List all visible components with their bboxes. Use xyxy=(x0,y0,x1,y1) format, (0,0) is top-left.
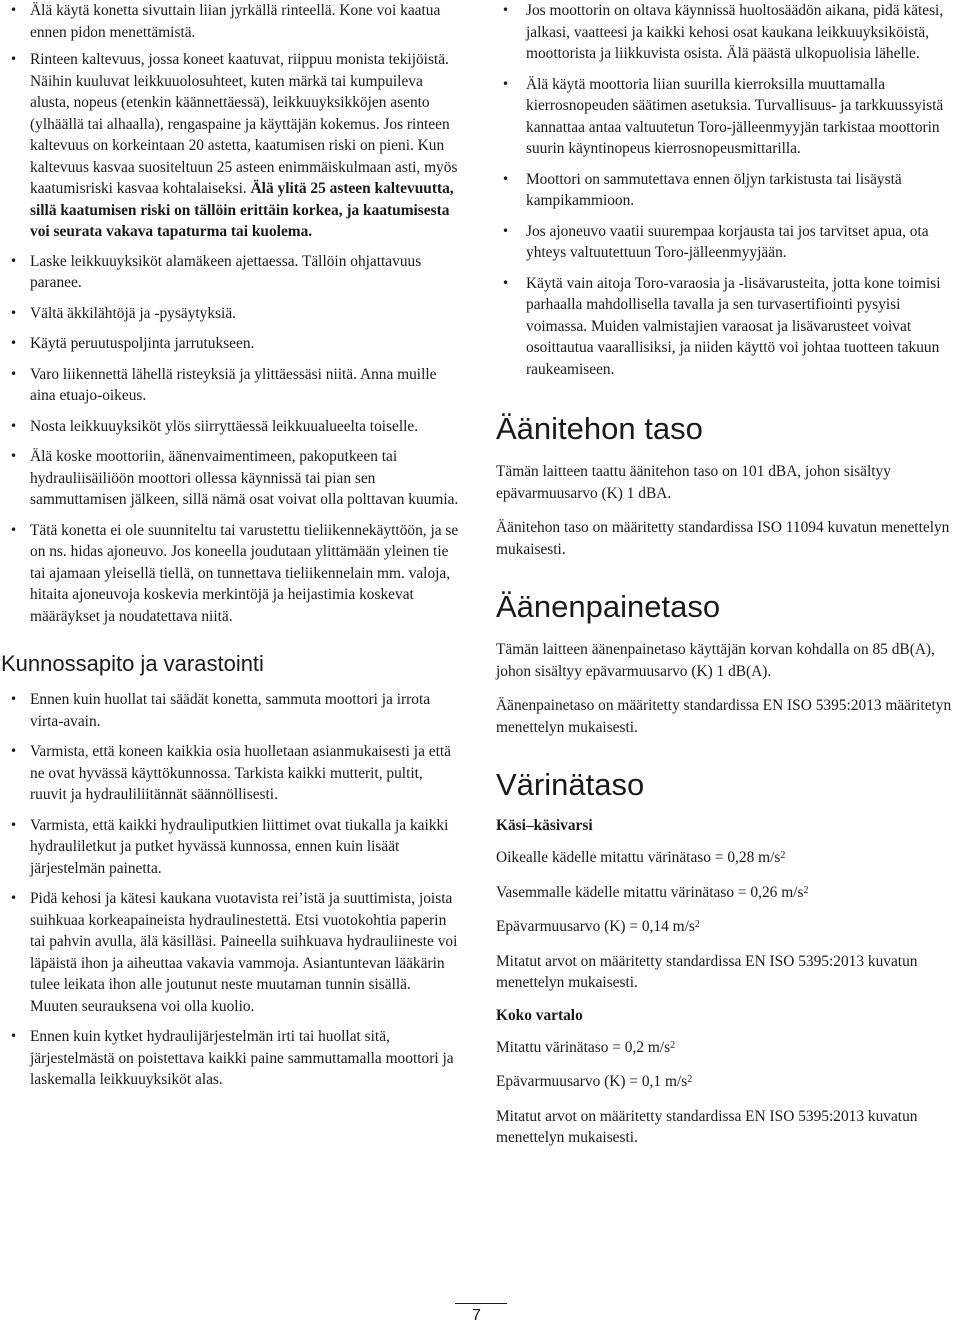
bullet-icon: • xyxy=(10,449,18,463)
maintenance-bullet-list-continued xyxy=(496,0,960,380)
section-title-sound-pressure: Äänenpainetaso xyxy=(496,589,721,624)
section-title-vibration: Värinätaso xyxy=(496,767,645,802)
list-item-text: Ennen kuin kytket hydraulijärjestelmän irti tai huollat sitä, järjestelmästä on poistettava kaikki paine sammuttamalla moottori ja laskemalla leikkuuyksiköt alas. xyxy=(30,1028,454,1088)
bullet-icon: • xyxy=(502,76,510,91)
list-item-text: Älä käytä moottoria liian suurilla kierroksilla muuttamalla kierrosnopeuden säätimen asetuksia. Turvallisuus- ja tarkkuussyistä kannattaa antaa valtuutetun Toro-jälleenmyyjän tarkistaa moottorin suurin käyntinopeus kierrosnopeusmittarilla. xyxy=(526,75,944,157)
vibration-hand-uncertainty-text: Epävarmuusarvo (K) = 0,14 m/s xyxy=(496,918,695,935)
vibration-body-standard: Mitatut arvot on määritetty standardissa EN ISO 5395:2013 kuvatun menettelyn mukaisesti. xyxy=(496,1107,918,1146)
vibration-whole-body-text: Mitattu värinätaso = 0,2 m/s xyxy=(496,1038,671,1056)
bullet-icon: • xyxy=(10,522,18,537)
bullet-icon: • xyxy=(10,305,18,320)
list-item-text: Nosta leikkuuyksiköt ylös siirryttäessä leikkuualueelta toiselle. xyxy=(30,417,419,435)
bullet-icon: • xyxy=(10,253,18,268)
section-title-sound-power: Äänitehon taso xyxy=(496,411,703,446)
vibration-whole-body xyxy=(496,1037,960,1059)
bullet-icon: • xyxy=(10,336,18,350)
bullet-icon: • xyxy=(10,366,18,381)
list-item xyxy=(496,221,960,264)
section-title-maintenance: Kunnossapito ja varastointi xyxy=(1,651,264,676)
list-item xyxy=(10,364,462,407)
bullet-icon: • xyxy=(10,1029,18,1043)
vibration-body-uncertainty xyxy=(496,1071,960,1093)
list-item xyxy=(10,741,462,806)
vibration-right-hand-text: Oikealle kädelle mitattu värinätaso = 0,28 m/s xyxy=(496,849,781,866)
sound-pressure-standard: Äänenpainetaso on määritetty standardissa EN ISO 5395:2013 määritetyn menettelyn mukaisesti. xyxy=(496,697,952,736)
bullet-icon: • xyxy=(10,52,18,66)
list-item-text: Käytä peruutuspoljinta jarrutukseen. xyxy=(30,335,255,352)
list-item xyxy=(496,169,960,212)
exponent: 2 xyxy=(694,919,700,930)
vibration-left-hand-text: Vasemmalle kädelle mitattu värinätaso = 0,26 m/s xyxy=(496,883,804,901)
list-item-text: Laske leikkuuyksiköt alamäkeen ajettaessa. Tällöin ohjattavuus paranee. xyxy=(30,252,422,291)
right-column xyxy=(496,0,960,1162)
list-item xyxy=(10,888,462,1017)
footer-divider xyxy=(455,1303,507,1304)
warning-text: Älä ylitä 25 asteen kaltevuutta, sillä kaatumisen riski on tällöin erittäin korkea, ja kaatumisesta voi seurata vakava tapaturma tai kuolema. xyxy=(30,180,454,240)
bullet-icon: • xyxy=(502,3,510,17)
vibration-right-hand xyxy=(496,847,960,869)
list-item xyxy=(10,49,462,243)
bullet-icon: • xyxy=(10,692,18,706)
bullet-icon: • xyxy=(10,891,18,905)
list-item-text: Jos ajoneuvo vaatii suurempaa korjausta tai jos tarvitset apua, ota yhteys valtuutettuun Toro-jälleenmyyjään. xyxy=(526,222,929,261)
bullet-icon: • xyxy=(10,418,18,433)
list-item xyxy=(10,416,462,438)
page-number: 7 xyxy=(472,1307,481,1324)
list-item xyxy=(496,273,960,381)
list-item xyxy=(496,74,960,160)
bullet-icon: • xyxy=(502,223,510,238)
list-item-text: Moottori on sammutettava ennen öljyn tarkistusta tai lisäystä kampikammioon. xyxy=(526,170,902,209)
list-item xyxy=(10,303,462,325)
bullet-icon: • xyxy=(10,817,18,832)
list-item xyxy=(496,0,960,65)
list-item xyxy=(10,1026,462,1091)
list-item-text: Vältä äkkilähtöjä ja -pysäytyksiä. xyxy=(30,304,237,322)
list-item-text: Älä koske moottoriin, äänenvaimentimeen, pakoputkeen tai hydrauliisäiliöön moottori ollessa käynnissä tai pian sen sammuttamisen jälkeen, sillä nämä osat voivat olla polttavan kuumia. xyxy=(30,448,459,508)
vibration-hand-uncertainty xyxy=(496,916,960,938)
exponent: 2 xyxy=(803,884,809,896)
bullet-icon: • xyxy=(502,275,510,290)
list-item-text: Älä käytä konetta sivuttain liian jyrkällä rinteellä. Kone voi kaatua ennen pidon menettämistä. xyxy=(30,2,441,41)
sound-pressure-text: Tämän laitteen äänenpainetaso käyttäjän korvan kohdalla on 85 dB(A), johon sisältyy epävarmuusarvo (K) 1 dB(A). xyxy=(496,641,935,680)
sound-power-text: Tämän laitteen taattu äänitehon taso on 101 dBA, johon sisältyy epävarmuusarvo (K) 1 dBA. xyxy=(496,463,891,502)
maintenance-bullet-list xyxy=(10,689,462,1091)
left-column xyxy=(1,0,462,1100)
list-item xyxy=(10,815,462,880)
list-item xyxy=(10,0,462,43)
list-item xyxy=(10,689,462,732)
whole-body-subtitle: Koko vartalo xyxy=(496,1006,583,1024)
list-item xyxy=(10,520,462,628)
list-item-text: Varmista, että koneen kaikkia osia huolletaan asianmukaisesti ja että ne ovat hyvässä käyttökunnossa. Tarkista kaikki mutterit, pultit, ruuvit ja hydrauliliitännät säännöllisesti. xyxy=(30,743,451,803)
list-item-text: Varo liikennettä lähellä risteyksiä ja ylittäessäsi niitä. Anna muille aina etuajo-oikeus. xyxy=(30,365,437,404)
bullet-icon: • xyxy=(10,744,18,758)
bullet-icon: • xyxy=(10,3,18,17)
list-item-text: Ennen kuin huollat tai säädät konetta, sammuta moottori ja irrota virta-avain. xyxy=(30,691,431,730)
list-item-text: Käytä vain aitoja Toro-varaosia ja -lisävarusteita, jotta kone toimisi parhaalla mahdollisella tavalla ja sen turvasertifiointi pysyisi voimassa. Muiden valmistajien varaosat ja lisävarusteet voivat osoittautua vaarallisiksi, ja niiden käyttö voi johtaa tuotteen takuun raukeamiseen. xyxy=(526,274,941,378)
exponent: 2 xyxy=(687,1074,693,1085)
list-item-text: Jos moottorin on oltava käynnissä huoltosäädön aikana, pidä kätesi, jalkasi, vaatteesi ja kaikki kehosi osat kaukana leikkuuyksiköistä, moottorista ja liikkuvista osista. Älä päästä ulkopuolisia lähelle. xyxy=(526,2,944,62)
list-item-text: Pidä kehosi ja kätesi kaukana vuotavista rei’istä ja suuttimista, joista suihkuaa korkeapaineista hydraulinestettä. Etsi vuotokohtia paperin tai pahvin avulla, älä käsilläsi. Paineella suihkuava hydrauliineste voi läpäistä ihon ja aiheuttaa vakavia vammoja. Asiantuntevan lääkärin tulee leikata ihon alle joutunut neste muutaman tunnin sisällä. Muuten seurauksena voi olla kuolio. xyxy=(30,890,458,1015)
sound-power-standard: Äänitehon taso on määritetty standardissa ISO 11094 kuvatun menettelyn mukaisesti. xyxy=(496,519,950,558)
hand-arm-subtitle: Käsi–käsivarsi xyxy=(496,817,593,834)
list-item-text: Rinteen kaltevuus, jossa koneet kaatuvat, riippuu monista tekijöistä. Näihin kuuluvat leikkuuolosuhteet, kuten märkä tai kumpuileva alusta, nopeus (etenkin käännettäessä), leikkuuyksikköjen asento (ylhäällä tai alhaalla), rengaspaine ja käyttäjän kokemus. Jos rinteen kaltevuus on korkeintaan 20 astetta, kaatumisen riski on pieni. Kun kaltevuus kasvaa suositeltuun 25 asteen enimmäiskulmaan asti, myös kaatumisriski kasvaa kohtalaiseksi. xyxy=(30,51,458,197)
bullet-icon: • xyxy=(502,171,510,186)
list-item-text: Varmista, että kaikki hydrauliputkien liittimet ovat tiukalla ja kaikki hydrauliletkut ja putket hyvässä kunnossa, ennen kuin lisäät järjestelmän painetta. xyxy=(30,816,449,877)
vibration-hand-standard: Mitatut arvot on määritetty standardissa EN ISO 5395:2013 kuvatun menettelyn mukaisesti. xyxy=(496,952,918,991)
list-item-text: Tätä konetta ei ole suunniteltu tai varustettu tieliikennekäyttöön, ja se on ns. hidas ajoneuvo. Jos koneella joudutaan ylittämään yleinen tie tai ajamaan yleisellä tiellä, on tunnettava tieliikennelain mm. valoja, hitaita ajoneuvoja koskevia merkintöjä ja heijastimia koskevat määräykset ja noudatettava niitä. xyxy=(30,521,459,625)
safety-bullet-list xyxy=(10,0,462,627)
exponent: 2 xyxy=(670,1039,676,1051)
vibration-body-uncertainty-text: Epävarmuusarvo (K) = 0,1 m/s xyxy=(496,1073,688,1090)
list-item xyxy=(10,333,462,355)
exponent: 2 xyxy=(780,850,786,861)
list-item xyxy=(10,446,462,511)
vibration-left-hand xyxy=(496,882,960,904)
list-item xyxy=(10,251,462,294)
